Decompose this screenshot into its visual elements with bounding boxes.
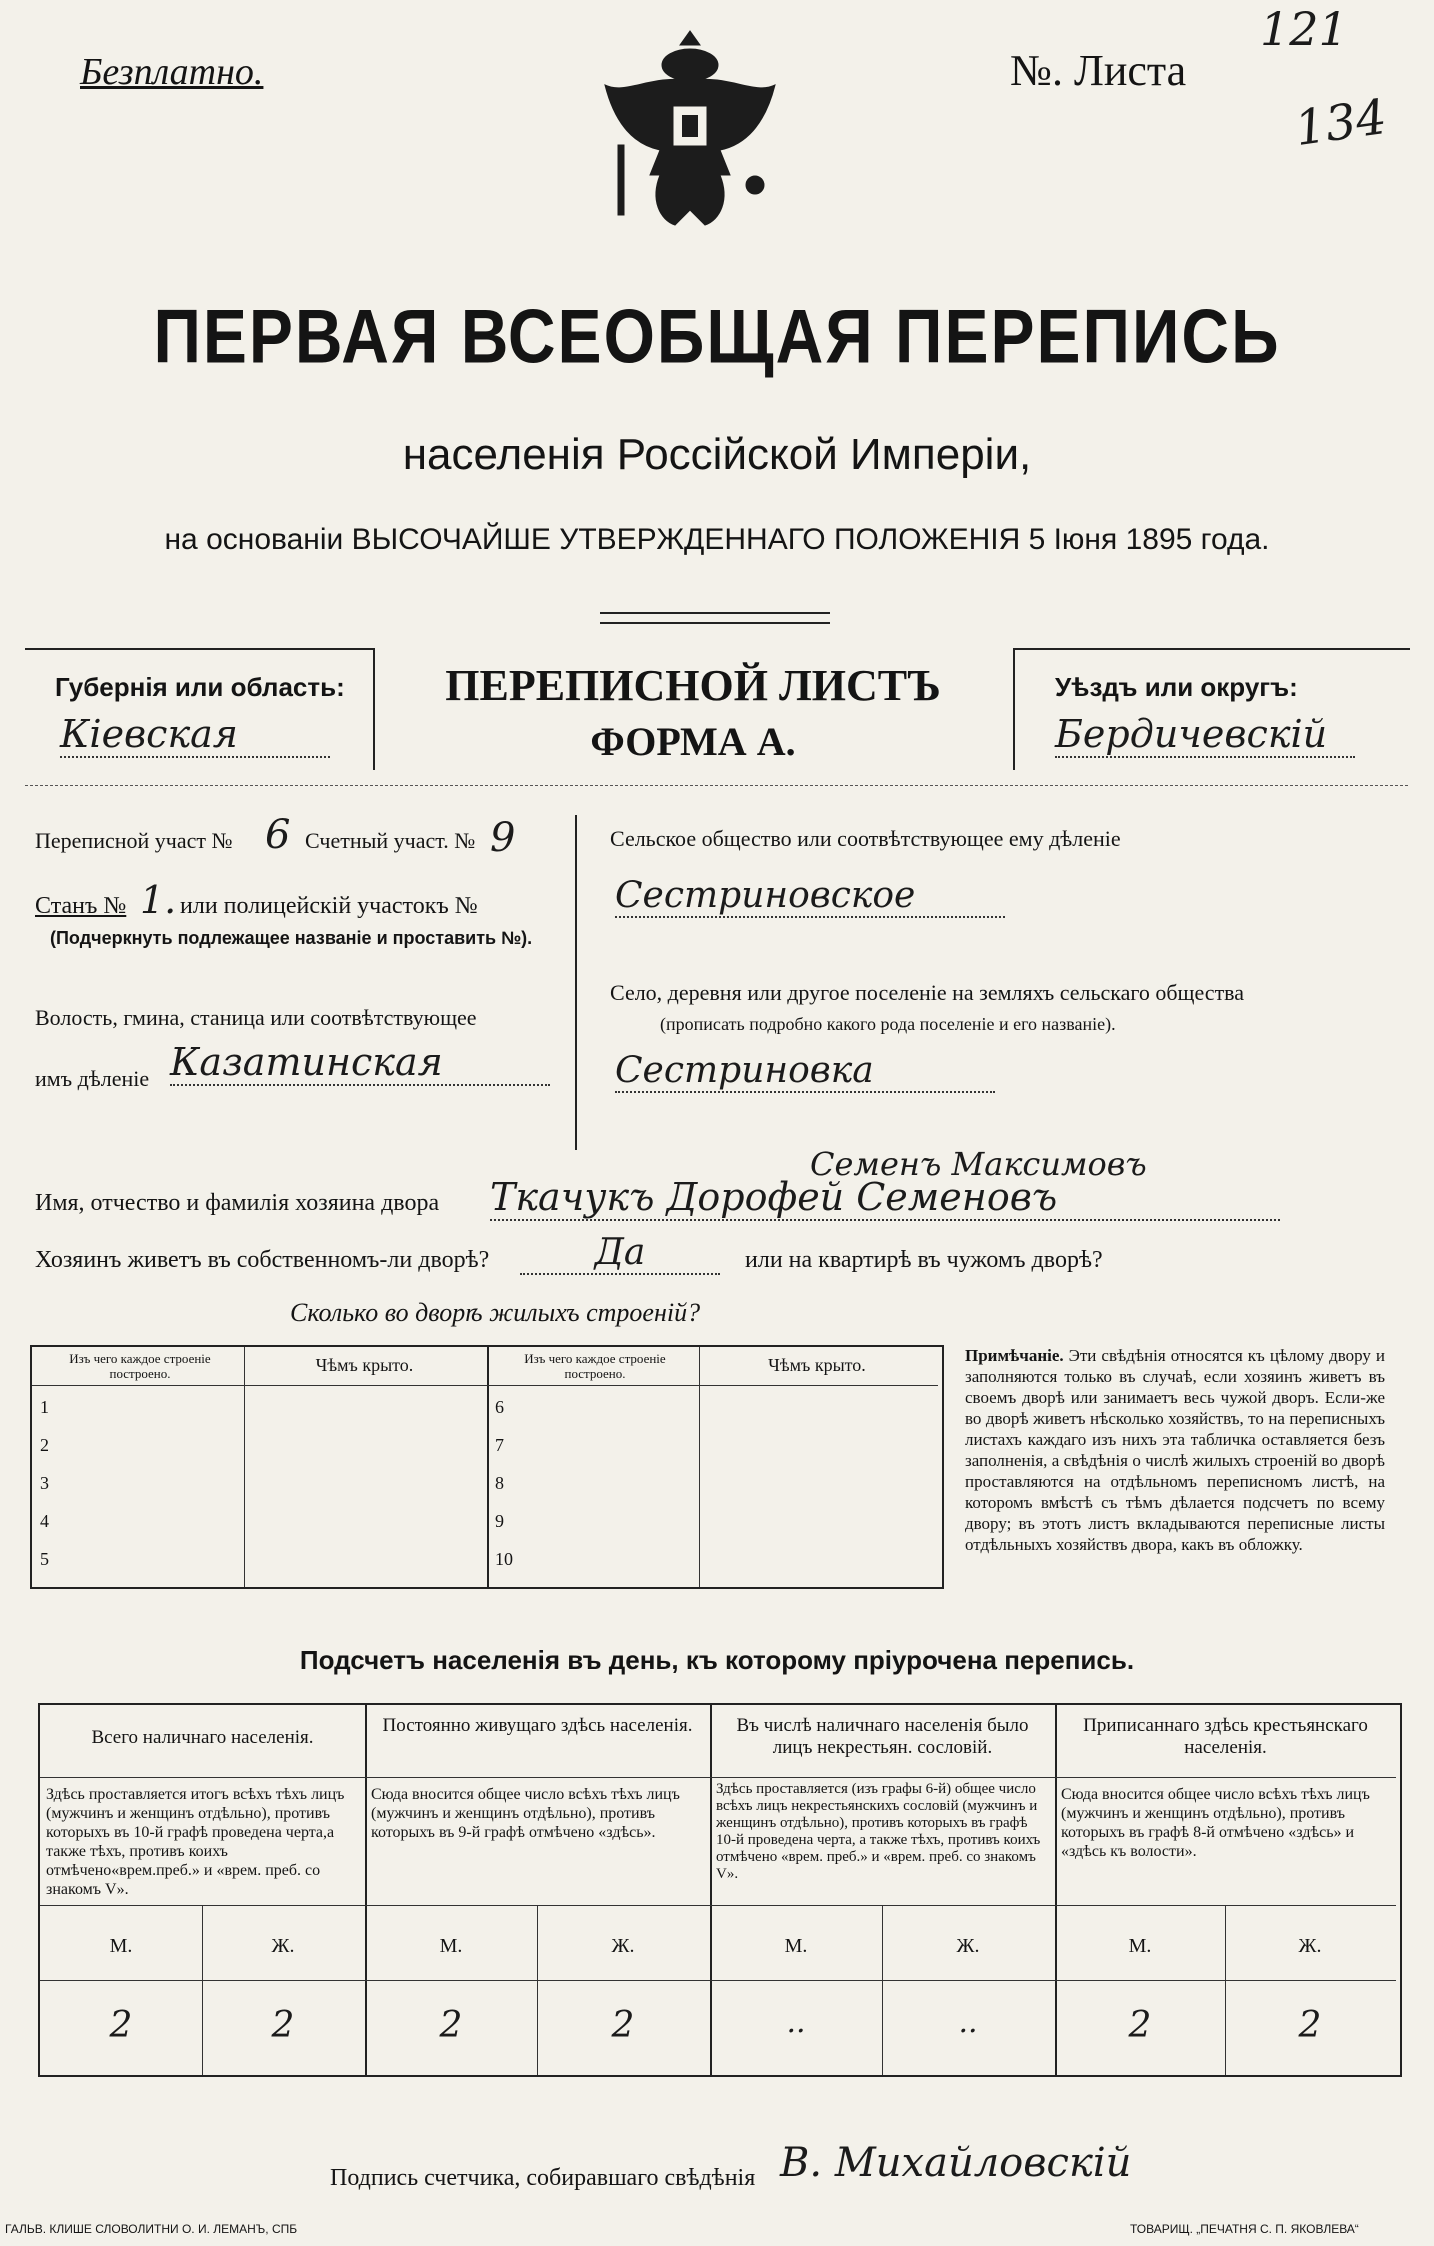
header-rule [487,1385,938,1386]
volost-value: Казатинская [170,1040,550,1086]
count-col-desc: Здѣсь проставляется итогъ всѣхъ тѣхъ лицъ (мужчинъ и женщинъ отдѣльно), противъ которыхъ въ 10-й графѣ проведена черта,а также тѣхъ, противъ коихъ отмѣчено«врем.преб.» и «врем. преб. со знакомъ V». [46,1786,345,1898]
mf-rule [40,1980,365,1981]
m-value: 2 [1128,2005,1152,2046]
m-label: М. [109,1935,133,1957]
count-col [365,1705,712,2075]
count-title: Подсчетъ населенія въ день, къ которому пріурочена перепись. [299,1645,1135,1675]
count-col [40,1705,367,2075]
obshchestvo-value: Сестриновское [615,875,1005,918]
count-col-head: Всего наличнаго населенія. [91,1727,314,1748]
m-label: М. [439,1935,463,1957]
selo-label: Село, деревня или другое поселеніе на земляхъ сельскаго общества [610,980,1245,1005]
row-number: 2 [40,1435,49,1455]
form-subtitle: ФОРМА А. [590,719,796,764]
f-value: 2 [1298,2005,1322,2046]
underline-note: (Подчеркнуть подлежащее названіе и проставить №). [50,928,533,948]
m-value: 2 [109,2005,133,2046]
signature-label: Подпись счетчика, собиравшаго свѣдѣнія [330,2165,756,2191]
buildings-right-half [487,1347,938,1587]
m-value: .. [786,2005,806,2040]
count-col-head: Приписаннаго здѣсь крестьянскаго населенія. [1083,1715,1368,1758]
col-built-header: Изъ чего каждое строеніе построено. [69,1351,211,1381]
vertical-divider [575,815,577,1150]
schetny-label: Счетный участ. № [305,828,476,853]
free-label: Безплатно. [80,51,264,93]
printer-right: ТОВАРИЩ. „ПЕЧАТНЯ С. П. ЯКОВЛЕВА“ [1130,2222,1359,2236]
row-number: 3 [40,1473,49,1493]
f-label: Ж. [611,1935,635,1957]
count-col-desc: Сюда вносится общее число всѣхъ тѣхъ лицъ (мужчинъ и женщинъ отдѣльно), противъ которыхъ въ графѣ 8-й отмѣчено «здѣсь» и «здѣсь къ волости». [1061,1786,1370,1860]
owner-lives-label-2: или на квартирѣ въ чужомъ дворѣ? [745,1247,1103,1273]
signature-value: В. Михайловскій [780,2140,1132,2186]
census-title: ПЕРВАЯ ВСЕОБЩАЯ ПЕРЕПИСЬ [153,293,1281,379]
volost-label-2: имъ дѣленіе [35,1066,150,1091]
mf-rule [710,1980,1055,1981]
count-table [38,1703,1402,2077]
census-subtitle: населенія Россійской Имперіи, [402,430,1032,479]
note-head: Примѣчаніе. [965,1346,1064,1365]
volost-label: Волость, гмина, станица или соотвѣтствующее [35,1005,477,1030]
buildings-question: Сколько во дворѣ жилыхъ строеній? [290,1298,701,1327]
owner-label: Имя, отчество и фамилія хозяина двора [35,1190,440,1216]
census-basis: на основаніи ВЫСОЧАЙШЕ УТВЕРЖДЕННАГО ПОЛОЖЕНІЯ 5 Іюня 1895 года. [164,523,1270,556]
selo-value: Сестриновка [615,1050,995,1093]
col-divider [244,1347,245,1587]
f-label: Ж. [1298,1935,1322,1957]
f-value: .. [958,2005,978,2040]
row-number: 1 [40,1397,49,1417]
row-number: 9 [495,1511,504,1531]
row-number: 7 [495,1435,504,1455]
count-col-head: Въ числѣ наличнаго населенія было лицъ некрестьян. сословій. [736,1715,1029,1758]
mf-split [882,1905,883,2075]
top-divider [25,785,1408,786]
f-value: 2 [611,2005,635,2046]
row-number: 4 [40,1511,49,1531]
uchastok-value: 6 [265,812,291,858]
f-label: Ж. [956,1935,980,1957]
note-text: Эти свѣдѣнія относятся къ цѣлому двору и заполняются только въ случаѣ, если хозяинъ живетъ въ своемъ дворѣ или занимаетъ весь чужой дворъ. Если-же во дворѣ живетъ нѣсколько хозяйствъ, то на переписныхъ листахъ каждаго изъ нихъ эта табличка оставляется безъ заполненія, а свѣдѣнія о числѣ жилыхъ строеній во дворѣ проставляются на отдѣльномъ переписномъ листѣ, на которомъ вмѣстѣ съ тѣмъ дѣлается подсчетъ по всему двору; въ этотъ листъ вкладываются переписные листы отдѣльныхъ хозяйствъ двора, какъ въ обложку. [965,1346,1385,1554]
uchastok-label: Переписной участ № [35,828,233,853]
header-rule [32,1385,487,1386]
f-label: Ж. [271,1935,295,1957]
buildings-table [30,1345,944,1589]
col-roof-header: Чѣмъ крыто. [315,1355,414,1375]
sheet-number-value-2: 134 [1291,88,1391,158]
mf-split [537,1905,538,2075]
count-col-desc: Здѣсь проставляется (изъ графы 6-й) общее число всѣхъ лицъ некрестьянскихъ сословій (мужчинъ и женщинъ отдѣльно), противъ которыхъ въ графѣ 10-й проведена черта, а также тѣхъ, противъ коихъ отмѣчено «врем. преб.» и «врем. преб. со знакомъ V». [716,1781,1041,1882]
col-built-header: Изъ чего каждое строеніе построено. [524,1351,666,1381]
sheet-number-value: 121 [1260,2,1348,56]
count-col-desc: Сюда вносится общее число всѣхъ тѣхъ лицъ (мужчинъ и женщинъ отдѣльно), противъ которыхъ въ 9-й графѣ отмѣчено «здѣсь». [371,1786,680,1841]
m-label: М. [784,1935,808,1957]
mf-rule [365,1980,710,1981]
count-col-head: Постоянно живущаго здѣсь населенія. [382,1715,693,1736]
uezd-value: Бердичевскій [1055,712,1355,758]
uezd-label: Уѣздъ или округъ: [1055,672,1298,702]
m-label: М. [1128,1935,1152,1957]
head-rule [365,1777,710,1778]
head-rule [710,1777,1055,1778]
head-rule [40,1777,365,1778]
uezd-box [1013,648,1410,770]
police-label: или полицейскій участокъ № [180,893,478,919]
form-title: ПЕРЕПИСНОЙ ЛИСТЪ [445,661,941,710]
owner-value: Ткачукъ Дорофей Семеновъ [490,1175,1280,1221]
printer-left: ГАЛЬВ. КЛИШЕ СЛОВОЛИТНИ О. И. ЛЕМАНЪ, СПБ [5,2222,298,2236]
count-col [710,1705,1057,2075]
ornament-divider [600,612,830,624]
eagle-emblem [590,25,790,255]
owner-lives-value: Да [520,1232,720,1275]
f-value: 2 [271,2005,295,2046]
mf-split [202,1905,203,2075]
stan-value: 1. [140,878,177,922]
owner-lives-label: Хозяинъ живетъ въ собственномъ-ли дворѣ? [35,1247,490,1273]
buildings-left-half [32,1347,489,1587]
mf-rule [1055,1980,1396,1981]
owner-value-top: Семенъ Максимовъ [810,1145,1147,1183]
head-rule [1055,1777,1396,1778]
m-value: 2 [439,2005,463,2046]
row-number: 10 [495,1549,513,1569]
row-number: 6 [495,1397,504,1417]
mf-split [1225,1905,1226,2075]
gubernia-label: Губернія или область: [55,672,345,702]
schetny-value: 9 [490,815,516,861]
col-roof-header: Чѣмъ крыто. [768,1355,866,1375]
gubernia-box [25,648,375,770]
row-number: 8 [495,1473,504,1493]
stan-label: Станъ № [35,893,127,919]
selo-note: (прописать подробно какого рода поселеніе и его названіе). [660,1014,1116,1034]
gubernia-value: Кіевская [60,712,330,758]
row-number: 5 [40,1549,49,1569]
buildings-note [965,1345,1385,1555]
col-divider [699,1347,700,1587]
obshchestvo-label: Сельское общество или соотвѣтствующее ему дѣленіе [610,826,1121,851]
sheet-number-label: №. Листа [1010,46,1187,95]
count-col [1055,1705,1396,2075]
